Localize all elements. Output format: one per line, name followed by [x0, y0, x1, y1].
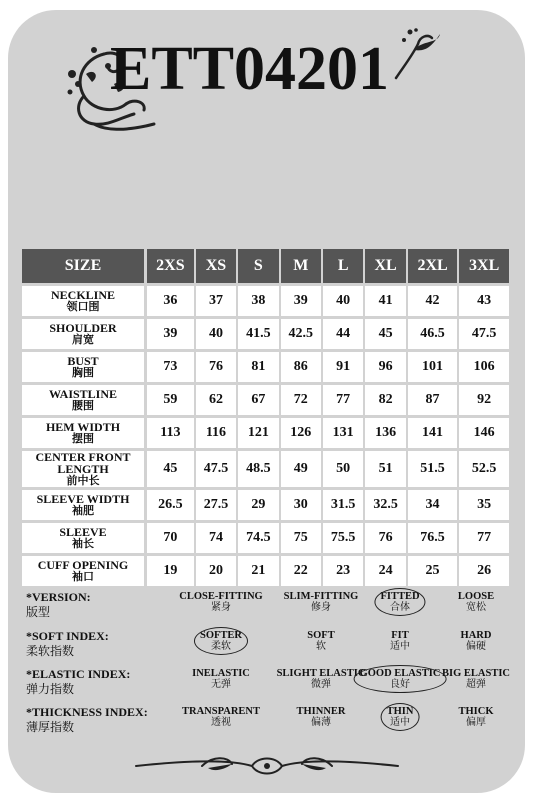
table-cell: 25 [408, 553, 460, 586]
table-cell: 32.5 [365, 487, 407, 520]
option-label-cn: 偏薄 [310, 717, 331, 728]
option-label-en: FIT [391, 630, 409, 641]
table-cell: 67 [238, 382, 280, 415]
table-cell: 30 [281, 487, 323, 520]
index-option [390, 630, 410, 652]
option-label-en: THINNER [296, 706, 346, 717]
table-cell: 27.5 [196, 487, 238, 520]
measurement-label-cn: 袖肥 [72, 505, 94, 517]
table-cell: 50 [323, 448, 365, 487]
table-cell: 49 [281, 448, 323, 487]
table-cell: 113 [147, 415, 196, 448]
measurement-label-en: CENTER FRONT LENGTH [35, 450, 131, 476]
index-option-selected [200, 630, 242, 652]
index-option [307, 630, 334, 652]
index-option [458, 706, 493, 728]
option-label-cn: 适中 [390, 717, 410, 728]
measurement-label-en: CUFF OPENING [37, 558, 129, 572]
option-label-cn: 微弹 [311, 679, 331, 690]
table-row [22, 553, 511, 586]
index-option [179, 591, 262, 613]
measurement-label-en: NECKLINE [50, 288, 115, 302]
index-option [192, 668, 250, 690]
index-option [277, 668, 366, 690]
table-cell: 81 [238, 349, 280, 382]
table-cell: 87 [408, 382, 460, 415]
table-cell: 77 [459, 520, 511, 553]
option-label-en: SLIM-FITTING [283, 591, 359, 602]
table-row [22, 415, 511, 448]
table-row [22, 520, 511, 553]
table-cell: 47.5 [196, 448, 238, 487]
table-cell: 40 [323, 283, 365, 316]
size-header-cell: 2XL [408, 249, 460, 283]
option-label-en: SLIGHT ELASTIC [276, 668, 366, 679]
product-code-title: ETT04201 [110, 35, 390, 103]
option-label-cn: 良好 [390, 679, 410, 690]
index-option [461, 630, 492, 652]
table-cell: 131 [323, 415, 365, 448]
table-cell: 51 [365, 448, 407, 487]
table-row [22, 316, 511, 349]
table-cell: 75 [281, 520, 323, 553]
table-cell: 22 [281, 553, 323, 586]
measurement-label-en: HEM WIDTH [45, 420, 121, 434]
option-label-en: HARD [460, 630, 492, 641]
table-row [22, 448, 511, 487]
size-column-header: SIZE [22, 249, 147, 283]
table-cell: 116 [196, 415, 238, 448]
size-header-cell: XS [196, 249, 238, 283]
measurement-label-cn: 肩宽 [72, 334, 94, 346]
table-cell: 29 [238, 487, 280, 520]
index-name-cn: 版型 [26, 605, 51, 619]
table-cell: 37 [196, 283, 238, 316]
option-label-en: THIN [386, 706, 414, 717]
table-cell: 39 [281, 283, 323, 316]
table-cell: 136 [365, 415, 407, 448]
measurement-label-en: WAISTLINE [48, 387, 118, 401]
table-cell: 46.5 [408, 316, 460, 349]
option-label-en: CLOSE-FITTING [179, 591, 263, 602]
table-cell: 45 [147, 448, 196, 487]
measurement-label-cn: 袖口 [72, 571, 94, 583]
option-label-cn: 宽松 [466, 602, 486, 613]
table-cell: 31.5 [323, 487, 365, 520]
index-option-selected [380, 591, 419, 613]
table-cell: 44 [323, 316, 365, 349]
index-name [26, 668, 130, 696]
table-cell: 74.5 [238, 520, 280, 553]
index-name [26, 630, 109, 658]
measurement-label-en: SHOULDER [49, 321, 117, 335]
option-label-cn: 紧身 [211, 602, 231, 613]
index-name [26, 591, 91, 619]
table-cell: 82 [365, 382, 407, 415]
index-option [458, 591, 494, 613]
footer-flourish-icon [132, 750, 402, 780]
option-label-cn: 软 [316, 641, 326, 652]
table-cell: 75.5 [323, 520, 365, 553]
option-label-en: INELASTIC [192, 668, 250, 679]
table-cell: 76 [365, 520, 407, 553]
table-row [22, 283, 511, 316]
measurement-label [22, 382, 147, 415]
table-cell: 106 [459, 349, 511, 382]
index-option [182, 706, 260, 728]
measurement-label [22, 349, 147, 382]
option-label-en: FITTED [380, 591, 420, 602]
measurement-label-cn: 胸围 [72, 367, 94, 379]
table-cell: 77 [323, 382, 365, 415]
table-cell: 26 [459, 553, 511, 586]
table-cell: 146 [459, 415, 511, 448]
option-label-en: LOOSE [457, 591, 495, 602]
measurement-label-cn: 腰围 [72, 400, 94, 412]
size-header-cell: XL [365, 249, 407, 283]
option-label-en: GOOD ELASTIC [359, 668, 441, 679]
size-header-cell: 2XS [147, 249, 196, 283]
table-cell: 43 [459, 283, 511, 316]
option-label-en: THICK [458, 706, 494, 717]
table-cell: 24 [365, 553, 407, 586]
table-cell: 41 [365, 283, 407, 316]
index-option [296, 706, 345, 728]
option-label-cn: 柔软 [210, 641, 231, 652]
index-option-selected [387, 706, 414, 728]
option-label-cn: 偏硬 [465, 641, 486, 652]
size-header-cell: L [323, 249, 365, 283]
table-row [22, 382, 511, 415]
table-cell: 86 [281, 349, 323, 382]
table-row [22, 487, 511, 520]
measurement-label-cn: 领口围 [66, 301, 100, 313]
measurement-label [22, 316, 147, 349]
measurement-label-en: BUST [67, 354, 99, 368]
measurement-label-cn: 前中长 [66, 475, 100, 487]
table-cell: 34 [408, 487, 460, 520]
measurement-label-en: SLEEVE [59, 525, 107, 539]
table-cell: 36 [147, 283, 196, 316]
table-cell: 40 [196, 316, 238, 349]
table-cell: 47.5 [459, 316, 511, 349]
index-name [26, 706, 148, 734]
table-cell: 42 [408, 283, 460, 316]
option-label-cn: 偏厚 [465, 717, 486, 728]
size-table [22, 249, 511, 586]
table-cell: 126 [281, 415, 323, 448]
measurement-label [22, 283, 147, 316]
index-name-cn: 弹力指数 [26, 682, 75, 696]
measurement-label [22, 448, 147, 487]
measurement-label [22, 520, 147, 553]
table-cell: 73 [147, 349, 196, 382]
option-label-en: SOFT [307, 630, 335, 641]
table-cell: 41.5 [238, 316, 280, 349]
index-name-cn: 薄厚指数 [26, 720, 75, 734]
table-cell: 42.5 [281, 316, 323, 349]
table-cell: 39 [147, 316, 196, 349]
option-label-cn: 透视 [210, 717, 231, 728]
table-cell: 62 [196, 382, 238, 415]
option-label-cn: 适中 [390, 641, 410, 652]
table-cell: 96 [365, 349, 407, 382]
table-cell: 48.5 [238, 448, 280, 487]
index-option-selected [360, 668, 441, 690]
index-name-en: *ELASTIC INDEX: [26, 667, 131, 681]
table-cell: 20 [196, 553, 238, 586]
measurement-label [22, 553, 147, 586]
flourish-ornament-right-icon [392, 26, 442, 82]
option-label-en: BIG ELASTIC [442, 668, 510, 679]
index-option [284, 591, 359, 613]
measurement-label [22, 415, 147, 448]
table-cell: 52.5 [459, 448, 511, 487]
index-option [442, 668, 510, 690]
table-cell: 38 [238, 283, 280, 316]
size-header-cell: M [281, 249, 323, 283]
table-cell: 74 [196, 520, 238, 553]
table-cell: 21 [238, 553, 280, 586]
table-cell: 91 [323, 349, 365, 382]
table-cell: 59 [147, 382, 196, 415]
table-cell: 23 [323, 553, 365, 586]
table-cell: 51.5 [408, 448, 460, 487]
option-label-cn: 合体 [390, 602, 410, 613]
size-header-row [22, 249, 511, 283]
table-cell: 101 [408, 349, 460, 382]
index-name-en: *THICKNESS INDEX: [26, 705, 148, 719]
table-cell: 45 [365, 316, 407, 349]
option-label-cn: 修身 [311, 602, 331, 613]
measurement-label-cn: 摆围 [72, 433, 94, 445]
size-header-cell: S [238, 249, 280, 283]
option-label-cn: 超弹 [465, 679, 486, 690]
measurement-label-cn: 袖长 [72, 538, 94, 550]
option-label-en: TRANSPARENT [182, 706, 260, 717]
table-cell: 76 [196, 349, 238, 382]
table-cell: 121 [238, 415, 280, 448]
table-cell: 72 [281, 382, 323, 415]
index-name-cn: 柔软指数 [26, 644, 75, 658]
index-name-en: *SOFT INDEX: [26, 629, 109, 643]
measurement-label-en: SLEEVE WIDTH [36, 492, 130, 506]
table-row [22, 349, 511, 382]
size-header-cell: 3XL [459, 249, 511, 283]
option-label-en: SOFTER [199, 630, 243, 641]
option-label-cn: 无弹 [211, 679, 231, 690]
index-name-en: *VERSION: [26, 590, 91, 604]
table-cell: 26.5 [147, 487, 196, 520]
table-cell: 76.5 [408, 520, 460, 553]
table-cell: 35 [459, 487, 511, 520]
table-cell: 92 [459, 382, 511, 415]
table-cell: 141 [408, 415, 460, 448]
table-cell: 70 [147, 520, 196, 553]
table-cell: 19 [147, 553, 196, 586]
measurement-label [22, 487, 147, 520]
